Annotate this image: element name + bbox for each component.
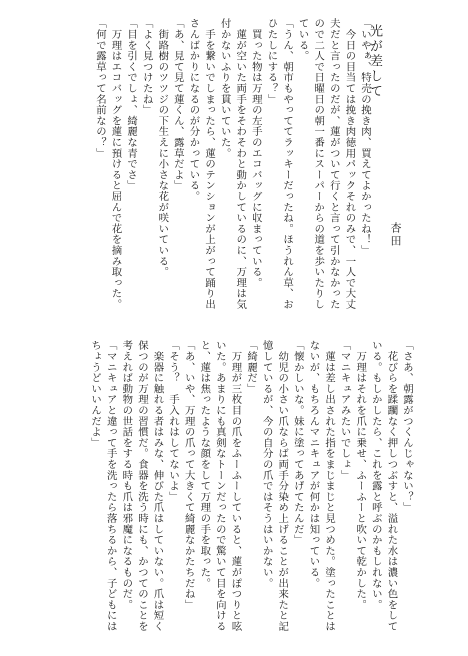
- story-title: 光が差して: [367, 24, 382, 99]
- upper-text-block: [62, 18, 372, 314]
- text-line: 「あ、見て見て蓮くん、露草だよ」: [171, 18, 184, 191]
- text-line: 万理が三枚目の爪をふーふーしていると、蓮がぽつりと呟いた。あまりにも真剣なトーンだったので驚いて目を向けると、蓮は焦ったような顔をして万理の手を取った。: [198, 340, 242, 632]
- text-line: 蓮は差し出された指をまじまじと見つめた。塗ったことはないが、もちろんマニキュアが何かは知っている。: [307, 340, 336, 632]
- text-line: 街路樹のツツジの下生えに小さな花が咲いている。: [156, 18, 169, 278]
- text-line: 「目を引くでしょ、綺麗な青でさ」: [125, 18, 138, 191]
- text-line: 万理はそれを爪に乗せ、ふーふーと吹いて乾かした。: [354, 340, 367, 610]
- text-line: 「懐かしいな。妹に塗ってあげてたんだ」: [291, 340, 304, 546]
- text-line: 「あ、いや、万理の爪って大きくて綺麗なかたちだね」: [182, 340, 195, 610]
- text-line: 「いやぁ、特売の挽き肉、買えてよかったね！」: [359, 18, 371, 256]
- text-line: 「うん、朝市もやっててラッキーだったね。ほうれん草、おひたしにする？」: [265, 18, 294, 310]
- text-line: 幼児の小さい爪ならば両手分染め上げることが出来たと記憶しているが、今の自分の爪ではそうはいかない。: [260, 340, 289, 632]
- text-line: 花びらを蹂躙なく押しつぶすと、溢れた水は濃い色をしている。もしかしたら、これを露と呼ぶのかもしれない。: [369, 340, 398, 632]
- lower-text-block: [64, 340, 414, 640]
- text-line: 今日の目当ては挽き肉徳用パックそれのみで、一人で大丈夫だと言ったのだが、蓮がついて行くと言って引かなかったので二人で日曜日の朝一番にスーパーからの道を歩いたりしている。: [296, 18, 356, 310]
- text-line: 買った物は万理の左手のエコバッグに収まっている。: [249, 18, 262, 288]
- text-line: 「マニキュアと違って手を洗ったら落ちるから、子どもにはちょうどいいんだよ」: [89, 340, 117, 632]
- author-name: 杏田: [389, 222, 402, 248]
- text-line: 「さあ、朝露がつくんじゃない？」: [401, 340, 413, 513]
- text-line: 「何で露草って名前なの？」: [93, 18, 106, 159]
- text-line: 楽器に触れる者はみな、伸びた爪はしていない。爪は短く保つのが万理の習慣だ。食器を洗う時にも、かつてのことを考えれば動物の世話をする時も爪は邪魔になるものだ。: [120, 340, 164, 632]
- text-line: 蓮が空いた両手をそわそわと動かしているのに、万理は気付かないふりを貫いていた。: [218, 18, 247, 310]
- text-line: 「そう？ 手入れはしてないよ」: [167, 340, 180, 502]
- text-line: 手を繋いでしまったら、蓮のテンションが上がって踊り出さんばかりになるのが分かっている。: [187, 18, 216, 310]
- text-line: 万理はエコバッグを蓮に預けると屈んで花を摘み取った。: [109, 18, 122, 310]
- text-line: 「マニキュアみたいでしょ」: [338, 340, 351, 481]
- text-line: 「綺麗だ」: [245, 340, 258, 394]
- text-line: 「よく見つけたね」: [140, 18, 153, 116]
